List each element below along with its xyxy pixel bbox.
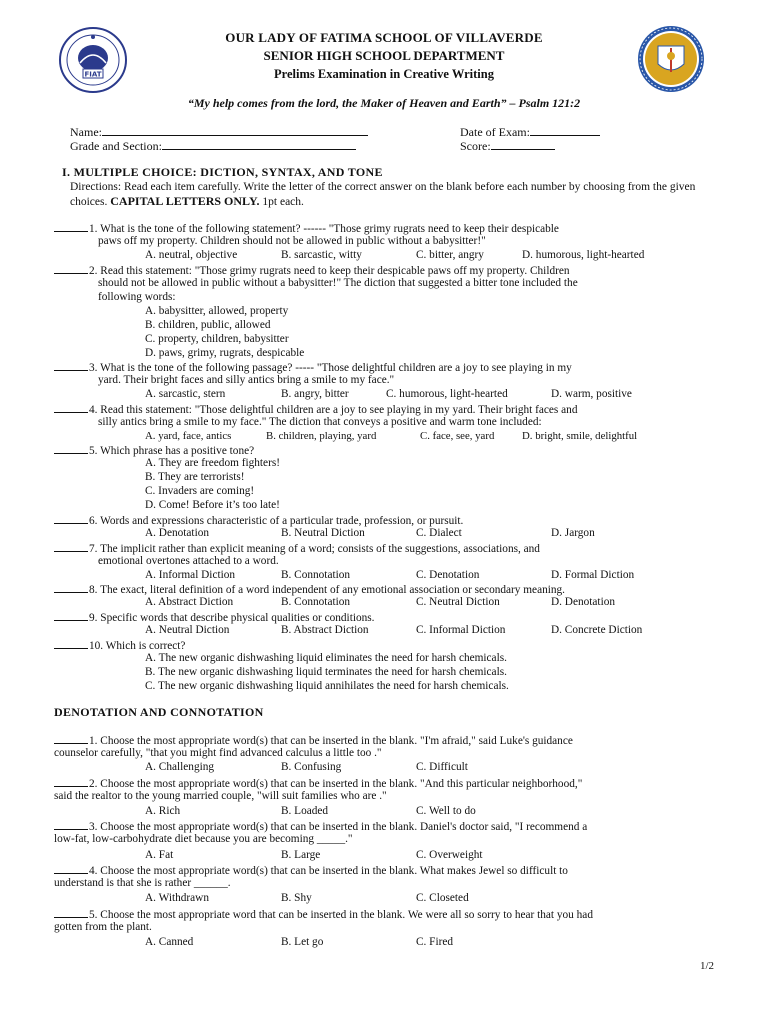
dc-question-1 — [54, 733, 573, 748]
choice: C. face, see, yard — [420, 430, 495, 442]
question-text: 8. The exact, literal definition of a word independent of any emotional association or secondary meaning. — [89, 584, 565, 596]
choice: B. They are terrorists! — [145, 471, 245, 483]
question-text: 1. Choose the most appropriate word(s) that can be inserted in the blank. "I'm afraid," said Luke's guidance — [89, 735, 573, 747]
department-name: SENIOR HIGH SCHOOL DEPARTMENT — [263, 48, 505, 63]
choice: D. humorous, light-hearted — [522, 249, 645, 261]
question-2-cont: should not be allowed in public without a babysitter!" The diction that suggested a bitter tone included the — [98, 277, 578, 289]
answer-blank[interactable] — [54, 443, 88, 454]
choice: D. bright, smile, delightful — [522, 430, 638, 442]
choice: A. yard, face, antics — [145, 430, 232, 442]
answer-blank[interactable] — [54, 263, 88, 274]
question-text: 5. Which phrase has a positive tone? — [89, 445, 255, 457]
question-text: 7. The implicit rather than explicit meaning of a word; consists of the suggestions, associations, and — [89, 543, 540, 555]
question-text: 3. What is the tone of the following passage? ----- "Those delightful children are a joy to see playing in my — [89, 362, 572, 374]
question-9 — [54, 610, 375, 625]
answer-blank[interactable] — [54, 221, 88, 232]
question-2 — [54, 263, 570, 278]
question-text: 6. Words and expressions characteristic of a particular trade, profession, or pursuit. — [89, 515, 464, 527]
dc-question-2-cont: said the realtor to the young married couple, "will suit families who are ." — [54, 790, 387, 802]
choice: C. The new organic dishwashing liquid annihilates the need for harsh chemicals. — [145, 680, 509, 692]
choice: A. They are freedom fighters! — [145, 457, 280, 469]
choice: B. The new organic dishwashing liquid terminates the need for harsh chemicals. — [145, 666, 507, 678]
answer-blank[interactable] — [54, 541, 88, 552]
choice: B. Loaded — [281, 805, 329, 817]
answer-blank[interactable] — [54, 819, 88, 830]
page-number: 1/2 — [699, 960, 714, 972]
question-text: 4. Read this statement: "Those delightful children are a joy to see playing in my yard. Their bright faces and — [89, 404, 578, 416]
question-7-cont: emotional overtones attached to a word. — [98, 555, 279, 567]
answer-blank[interactable] — [54, 733, 88, 744]
choice: A. Canned — [145, 936, 194, 948]
grade-section-field[interactable] — [70, 138, 356, 154]
choice: B. Let go — [281, 936, 324, 948]
dc-question-5 — [54, 907, 593, 922]
choice: C. Neutral Diction — [416, 596, 500, 608]
choice: C. Informal Diction — [416, 624, 506, 636]
choice: A. Neutral Diction — [145, 624, 230, 636]
question-4-cont: silly antics bring a smile to my face." The diction that conveys a positive and warm tone included: — [98, 416, 542, 428]
question-6 — [54, 513, 463, 528]
choice: C. Difficult — [416, 761, 468, 773]
dc-question-3-cont: low-fat, low-carbohydrate diet because you are becoming _____." — [54, 833, 353, 845]
question-text: 2. Choose the most appropriate word(s) that can be inserted in the blank. "And this particular neighborhood," — [89, 778, 583, 790]
date-line[interactable] — [530, 124, 600, 136]
choice: B. Connotation — [281, 596, 351, 608]
choice: A. Fat — [145, 849, 174, 861]
choice: D. Formal Diction — [551, 569, 635, 581]
directions — [70, 180, 720, 209]
directions-points: 1pt each. — [262, 196, 304, 208]
question-text: 2. Read this statement: "Those grimy rugrats need to keep their despicable paws off my property. Children — [89, 265, 570, 277]
section1-title: I. MULTIPLE CHOICE: DICTION, SYNTAX, AND TONE — [62, 165, 383, 179]
choice: B. children, playing, yard — [266, 430, 377, 442]
question-text: 10. Which is correct? — [89, 640, 186, 652]
answer-blank[interactable] — [54, 582, 88, 593]
dc-question-3 — [54, 819, 587, 834]
question-7 — [54, 541, 540, 556]
dc-question-5-cont: gotten from the plant. — [54, 921, 152, 933]
choice: B. Abstract Diction — [281, 624, 369, 636]
question-2-cont: following words: — [98, 291, 176, 303]
question-text: 4. Choose the most appropriate word(s) that can be inserted in the blank. What makes Jewel so difficult to — [89, 865, 568, 877]
question-text: 5. Choose the most appropriate word that can be inserted in the blank. We were all so sorry to hear that you had — [89, 909, 593, 921]
dc-question-1-cont: counselor carefully, "that you might find advanced calculus a little too ." — [54, 747, 382, 759]
choice: C. Well to do — [416, 805, 476, 817]
question-text: 9. Specific words that describe physical qualities or conditions. — [89, 612, 375, 624]
dc-question-4-cont: understand is that she is rather ______. — [54, 877, 231, 889]
answer-blank[interactable] — [54, 863, 88, 874]
directions-caps: CAPITAL LETTERS ONLY. — [110, 194, 260, 208]
exam-title: Prelims Examination in Creative Writing — [274, 67, 494, 81]
directions-text: Directions: Read each item carefully. Write the letter of the correct answer on the blank before each number by choosing from the given choices. — [70, 181, 696, 208]
choice: C. Overweight — [416, 849, 483, 861]
choice: A. Informal Diction — [145, 569, 236, 581]
choice: C. bitter, angry — [416, 249, 484, 261]
school-name: OUR LADY OF FATIMA SCHOOL OF VILLAVERDE — [225, 30, 543, 45]
choice: C. property, children, babysitter — [145, 333, 289, 345]
choice: A. neutral, objective — [145, 249, 238, 261]
choice: C. Invaders are coming! — [145, 485, 255, 497]
answer-blank[interactable] — [54, 513, 88, 524]
choice: B. Confusing — [281, 761, 342, 773]
choice: B. Neutral Diction — [281, 527, 365, 539]
choice: B. Connotation — [281, 569, 351, 581]
date-label: Date of Exam: — [460, 125, 530, 139]
bible-verse: “My help comes from the lord, the Maker of Heaven and Earth” – Psalm 121:2 — [187, 96, 581, 110]
choice: D. Denotation — [551, 596, 616, 608]
answer-blank[interactable] — [54, 776, 88, 787]
score-line[interactable] — [491, 138, 555, 150]
answer-blank[interactable] — [54, 638, 88, 649]
section2-title: DENOTATION AND CONNOTATION — [54, 705, 264, 719]
question-3-cont: yard. Their bright faces and silly antics bring a smile to my face." — [98, 374, 395, 386]
question-text: 3. Choose the most appropriate word(s) that can be inserted in the blank. Daniel's doctor said, "I recommend a — [89, 821, 588, 833]
question-8 — [54, 582, 565, 597]
choice: D. Concrete Diction — [551, 624, 643, 636]
question-4 — [54, 402, 577, 417]
answer-blank[interactable] — [54, 402, 88, 413]
choice: A. Withdrawn — [145, 892, 209, 904]
name-line[interactable] — [102, 124, 368, 136]
choice: A. Rich — [145, 805, 181, 817]
choice: A. Challenging — [145, 761, 215, 773]
choice: C. Fired — [416, 936, 454, 948]
choice: A. The new organic dishwashing liquid eliminates the need for harsh chemicals. — [145, 652, 507, 664]
choice: D. Come! Before it’s too late! — [145, 499, 280, 511]
choice: B. sarcastic, witty — [281, 249, 362, 261]
question-text: 1. What is the tone of the following statement? ------ "Those grimy rugrats need to keep their despicable — [89, 223, 559, 235]
score-field[interactable] — [460, 138, 555, 154]
choice: B. Shy — [281, 892, 312, 904]
grade-label: Grade and Section: — [70, 139, 162, 153]
score-label: Score: — [460, 139, 491, 153]
answer-blank[interactable] — [54, 610, 88, 621]
question-1 — [54, 221, 559, 236]
choice: D. warm, positive — [551, 388, 632, 400]
choice: A. Abstract Diction — [145, 596, 234, 608]
choice: B. children, public, allowed — [145, 319, 271, 331]
choice: C. Denotation — [416, 569, 480, 581]
svg-text:FIAT: FIAT — [84, 70, 102, 79]
choice: C. Dialect — [416, 527, 462, 539]
choice: B. Large — [281, 849, 321, 861]
grade-line[interactable] — [162, 138, 356, 150]
question-1-cont: paws off my property. Children should not be allowed in public without a babysitter!" — [98, 235, 486, 247]
dc-question-4 — [54, 863, 568, 878]
answer-blank[interactable] — [54, 907, 88, 918]
choice: A. babysitter, allowed, property — [145, 305, 289, 317]
choice: D. Jargon — [551, 527, 595, 539]
answer-blank[interactable] — [54, 360, 88, 371]
choice: B. angry, bitter — [281, 388, 349, 400]
question-3 — [54, 360, 572, 375]
choice: D. paws, grimy, rugrats, despicable — [145, 347, 305, 359]
choice: A. sarcastic, stern — [145, 388, 226, 400]
choice: C. humorous, light-hearted — [386, 388, 508, 400]
choice: C. Closeted — [416, 892, 469, 904]
name-label: Name: — [70, 125, 102, 139]
question-10 — [54, 638, 185, 653]
question-5 — [54, 443, 254, 458]
dc-question-2 — [54, 776, 582, 791]
choice: A. Denotation — [145, 527, 210, 539]
